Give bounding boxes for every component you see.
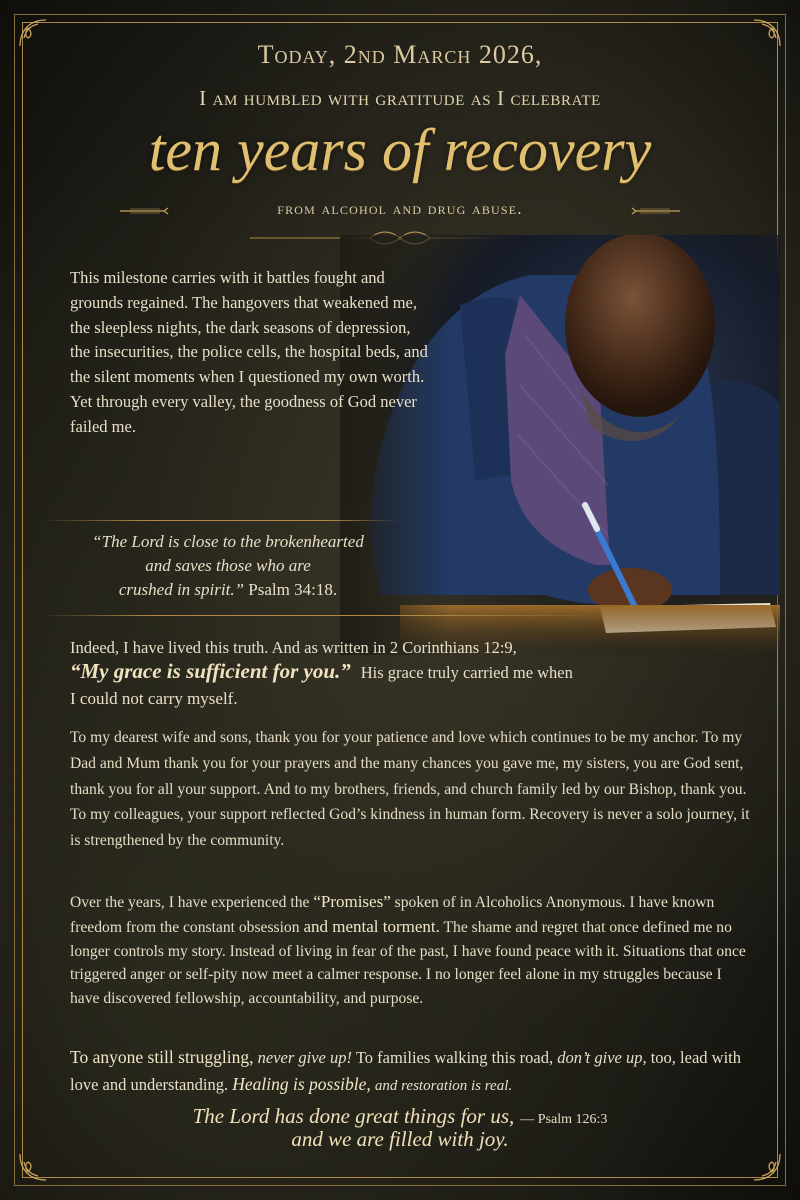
header-date: Today, 2nd March 2026, bbox=[257, 40, 543, 69]
divider bbox=[40, 615, 600, 616]
psalm-quote-line3: crushed in spirit.” bbox=[118, 580, 245, 599]
encouragement-healing: Healing is possible, bbox=[232, 1074, 371, 1094]
closing-reference: — Psalm 126:3 bbox=[520, 1112, 608, 1127]
corinthians-line: Indeed, I have lived this truth. And as written in 2 Corinthians 12:9, bbox=[70, 638, 517, 657]
psalm-quote-line2: and saves those who are bbox=[145, 556, 311, 575]
grace-quote: “My grace is sufficient for you.” bbox=[70, 659, 351, 683]
header-from-line: from alcohol and drug abuse. bbox=[277, 199, 523, 218]
encouragement-restoration: and restoration is real. bbox=[374, 1078, 513, 1094]
promises-text-e: The shame and regret that once defined me no longer controls my story. Instead of living in fear of the past, I have found peace with it. Situations that once triggered anger or self-pity now meet a calmer response. I no longer feel alone in my struggles because I have discovered fellowship, accountability, and purpose. bbox=[70, 918, 746, 1008]
closing-line1-text: The Lord has done great things for us, bbox=[192, 1104, 515, 1128]
divider bbox=[40, 520, 400, 521]
encouragement-never-give-up: never give up! bbox=[257, 1048, 352, 1067]
closing-quote bbox=[0, 1104, 800, 1152]
psalm-quote-reference: Psalm 34:18. bbox=[248, 580, 338, 599]
grace-line-end: I could not carry myself. bbox=[70, 689, 238, 708]
closing-line1 bbox=[0, 1104, 800, 1129]
psalm-quote-line1: “The Lord is close to the brokenhearted bbox=[92, 532, 364, 551]
encouragement-dont-give-up: don’t give up, bbox=[557, 1048, 647, 1067]
closing-line2: and we are filled with joy. bbox=[291, 1127, 509, 1151]
grace-rest: His grace truly carried me when bbox=[360, 663, 573, 682]
psalm-quote bbox=[58, 530, 398, 602]
encouragement-e: too, lead with love and understanding. bbox=[70, 1048, 741, 1094]
encouragement-c: To families walking this road, bbox=[355, 1048, 554, 1067]
promises-text-c: spoken of in Alcoholics Anonymous. I have known freedom from the constant obsession bbox=[70, 894, 715, 936]
intro-text-2: Yet through every valley, the goodness of God never failed me. bbox=[70, 391, 417, 436]
encouragement-a: To anyone still struggling, bbox=[70, 1047, 254, 1067]
promises-highlight: “Promises” bbox=[313, 892, 391, 911]
intro-text: This milestone carries with it battles fought and grounds regained. The hangovers that weakened me, the sleepless nights, the dark seasons of depression, the insecurities, the police cells, the hospital beds, and the silent moments when I questioned my own worth. bbox=[70, 268, 428, 387]
thanks-paragraph: To my dearest wife and sons, thank you for your patience and love which continues to be my anchor. To my Dad and Mum thank you for your prayers and the many chances you gave me, my sisters, you are God sent, thank you for all your support. And to my brothers, friends, and church family led by our Bishop, thank you. To my colleagues, your support reflected God’s kindness in human form. Recovery is never a solo journey, it is strengthened by the community. bbox=[70, 729, 750, 850]
header-gratitude-line: I am humbled with gratitude as I celebrate bbox=[199, 86, 601, 110]
promises-text-a: Over the years, I have experienced the bbox=[70, 894, 310, 911]
flourish-divider-icon bbox=[630, 206, 680, 216]
header-title: ten years of recovery bbox=[148, 117, 652, 183]
intro-paragraph bbox=[70, 266, 430, 440]
grace-line bbox=[70, 659, 750, 684]
promises-paragraph bbox=[70, 890, 750, 1011]
promises-mental-torment: and mental torment. bbox=[303, 916, 440, 936]
encouragement-paragraph bbox=[70, 1044, 750, 1100]
